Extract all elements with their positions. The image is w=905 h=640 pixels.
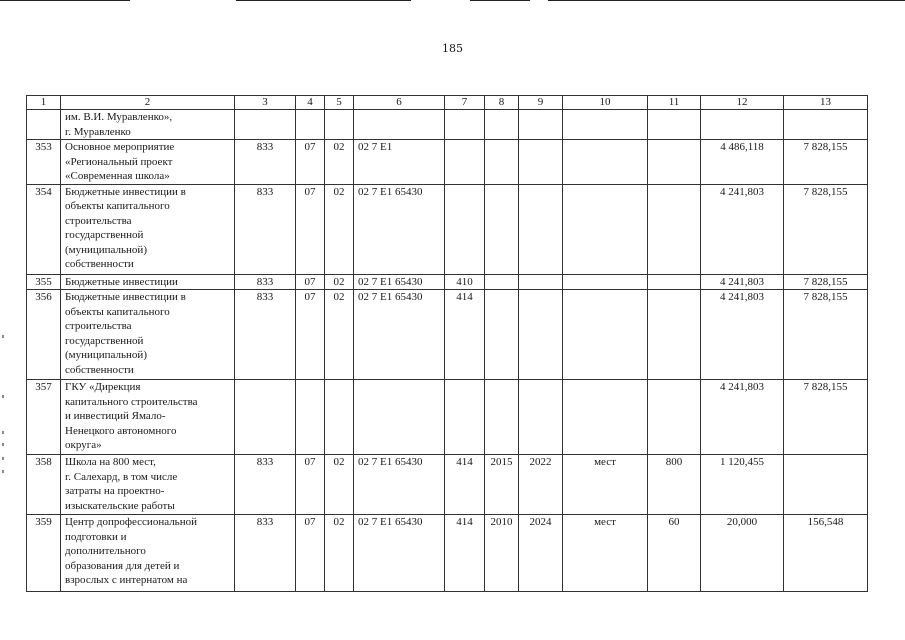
col-header: 11 bbox=[648, 96, 701, 110]
cell-code bbox=[235, 380, 296, 455]
cell-section: 07 bbox=[296, 184, 325, 274]
cell-code: 833 bbox=[235, 274, 296, 290]
cell-end-year: 2022 bbox=[519, 455, 563, 515]
cell-amount-1: 4 486,118 bbox=[701, 140, 784, 185]
cell-code bbox=[235, 110, 296, 140]
top-rule bbox=[0, 0, 905, 2]
cell-section: 07 bbox=[296, 455, 325, 515]
cell-amount-2 bbox=[784, 455, 868, 515]
cell-code: 833 bbox=[235, 290, 296, 380]
cell-expense-type bbox=[445, 184, 485, 274]
cell-end-year bbox=[519, 184, 563, 274]
cell-amount-2: 7 828,155 bbox=[784, 274, 868, 290]
cell-amount-1: 4 241,803 bbox=[701, 184, 784, 274]
col-header: 5 bbox=[325, 96, 354, 110]
cell-expense-type: 414 bbox=[445, 515, 485, 592]
item-name: Бюджетные инвестиции в объекты капитального строительства государственной (муниципальной) собственности bbox=[61, 290, 235, 380]
page-number: 185 bbox=[442, 42, 463, 55]
cell-capacity bbox=[648, 140, 701, 185]
cell-capacity bbox=[648, 290, 701, 380]
cell-unit: мест bbox=[563, 455, 648, 515]
cell-start-year bbox=[485, 140, 519, 185]
cell-start-year bbox=[485, 274, 519, 290]
cell-capacity bbox=[648, 380, 701, 455]
item-name: Школа на 800 мест, г. Салехард, в том числе затраты на проектно- изыскательские работы bbox=[61, 455, 235, 515]
cell-expense-type: 414 bbox=[445, 455, 485, 515]
table-row bbox=[27, 110, 868, 140]
row-number bbox=[27, 110, 61, 140]
cell-unit bbox=[563, 140, 648, 185]
cell-end-year bbox=[519, 290, 563, 380]
item-name: Бюджетные инвестиции в объекты капитального строительства государственной (муниципальной) собственности bbox=[61, 184, 235, 274]
col-header: 10 bbox=[563, 96, 648, 110]
table-row bbox=[27, 380, 868, 455]
cell-target-article bbox=[354, 380, 445, 455]
cell-section: 07 bbox=[296, 515, 325, 592]
cell-target-article: 02 7 E1 65430 bbox=[354, 184, 445, 274]
item-name: Центр допрофессиональной подготовки и дополнительного образования для детей и взрослых с интернатом на bbox=[61, 515, 235, 592]
cell-code: 833 bbox=[235, 455, 296, 515]
cell-end-year bbox=[519, 140, 563, 185]
cell-expense-type: 414 bbox=[445, 290, 485, 380]
cell-start-year bbox=[485, 184, 519, 274]
cell-amount-2 bbox=[784, 110, 868, 140]
col-header: 7 bbox=[445, 96, 485, 110]
cell-capacity: 60 bbox=[648, 515, 701, 592]
header-row bbox=[27, 96, 868, 110]
cell-unit bbox=[563, 380, 648, 455]
cell-section: 07 bbox=[296, 140, 325, 185]
budget-table bbox=[26, 95, 868, 592]
cell-target-article: 02 7 E1 65430 bbox=[354, 274, 445, 290]
cell-subsection: 02 bbox=[325, 274, 354, 290]
cell-amount-1: 1 120,455 bbox=[701, 455, 784, 515]
cell-target-article: 02 7 E1 65430 bbox=[354, 455, 445, 515]
cell-section: 07 bbox=[296, 290, 325, 380]
col-header: 3 bbox=[235, 96, 296, 110]
table-row bbox=[27, 140, 868, 185]
cell-capacity bbox=[648, 274, 701, 290]
cell-subsection: 02 bbox=[325, 290, 354, 380]
cell-unit bbox=[563, 184, 648, 274]
cell-amount-2: 156,548 bbox=[784, 515, 868, 592]
cell-unit bbox=[563, 110, 648, 140]
cell-start-year: 2015 bbox=[485, 455, 519, 515]
table-row bbox=[27, 184, 868, 274]
cell-target-article: 02 7 E1 65430 bbox=[354, 290, 445, 380]
table-row bbox=[27, 515, 868, 592]
cell-code: 833 bbox=[235, 184, 296, 274]
row-number: 359 bbox=[27, 515, 61, 592]
cell-target-article bbox=[354, 110, 445, 140]
cell-amount-2: 7 828,155 bbox=[784, 184, 868, 274]
cell-start-year bbox=[485, 380, 519, 455]
cell-amount-1: 4 241,803 bbox=[701, 380, 784, 455]
cell-amount-2: 7 828,155 bbox=[784, 380, 868, 455]
item-name: Бюджетные инвестиции bbox=[61, 274, 235, 290]
cell-capacity bbox=[648, 110, 701, 140]
row-number: 355 bbox=[27, 274, 61, 290]
cell-unit: мест bbox=[563, 515, 648, 592]
col-header: 2 bbox=[61, 96, 235, 110]
scan-margin-marks bbox=[2, 335, 6, 485]
cell-capacity bbox=[648, 184, 701, 274]
col-header: 6 bbox=[354, 96, 445, 110]
cell-start-year: 2010 bbox=[485, 515, 519, 592]
cell-subsection: 02 bbox=[325, 455, 354, 515]
row-number: 358 bbox=[27, 455, 61, 515]
cell-section bbox=[296, 110, 325, 140]
cell-subsection: 02 bbox=[325, 184, 354, 274]
row-number: 356 bbox=[27, 290, 61, 380]
cell-subsection: 02 bbox=[325, 140, 354, 185]
cell-start-year bbox=[485, 110, 519, 140]
cell-section: 07 bbox=[296, 274, 325, 290]
cell-code: 833 bbox=[235, 140, 296, 185]
cell-target-article: 02 7 E1 65430 bbox=[354, 515, 445, 592]
cell-end-year bbox=[519, 380, 563, 455]
row-number: 357 bbox=[27, 380, 61, 455]
table-row bbox=[27, 290, 868, 380]
cell-unit bbox=[563, 274, 648, 290]
cell-subsection: 02 bbox=[325, 515, 354, 592]
cell-start-year bbox=[485, 290, 519, 380]
col-header: 8 bbox=[485, 96, 519, 110]
col-header: 13 bbox=[784, 96, 868, 110]
cell-subsection bbox=[325, 110, 354, 140]
item-name: ГКУ «Дирекция капитального строительства и инвестиций Ямало- Ненецкого автономного округа» bbox=[61, 380, 235, 455]
col-header: 9 bbox=[519, 96, 563, 110]
cell-code: 833 bbox=[235, 515, 296, 592]
cell-end-year bbox=[519, 110, 563, 140]
cell-amount-2: 7 828,155 bbox=[784, 290, 868, 380]
cell-target-article: 02 7 E1 bbox=[354, 140, 445, 185]
cell-amount-1: 4 241,803 bbox=[701, 274, 784, 290]
col-header: 12 bbox=[701, 96, 784, 110]
table-row bbox=[27, 455, 868, 515]
cell-end-year: 2024 bbox=[519, 515, 563, 592]
table-row bbox=[27, 274, 868, 290]
cell-expense-type: 410 bbox=[445, 274, 485, 290]
cell-subsection bbox=[325, 380, 354, 455]
cell-unit bbox=[563, 290, 648, 380]
row-number: 353 bbox=[27, 140, 61, 185]
cell-section bbox=[296, 380, 325, 455]
cell-amount-1: 4 241,803 bbox=[701, 290, 784, 380]
cell-amount-2: 7 828,155 bbox=[784, 140, 868, 185]
cell-expense-type bbox=[445, 380, 485, 455]
cell-amount-1: 20,000 bbox=[701, 515, 784, 592]
cell-capacity: 800 bbox=[648, 455, 701, 515]
cell-expense-type bbox=[445, 110, 485, 140]
cell-end-year bbox=[519, 274, 563, 290]
col-header: 1 bbox=[27, 96, 61, 110]
cell-expense-type bbox=[445, 140, 485, 185]
cell-amount-1 bbox=[701, 110, 784, 140]
item-name: Основное мероприятие «Региональный проект «Современная школа» bbox=[61, 140, 235, 185]
col-header: 4 bbox=[296, 96, 325, 110]
row-number: 354 bbox=[27, 184, 61, 274]
item-name: им. В.И. Муравленко», г. Муравленко bbox=[61, 110, 235, 140]
